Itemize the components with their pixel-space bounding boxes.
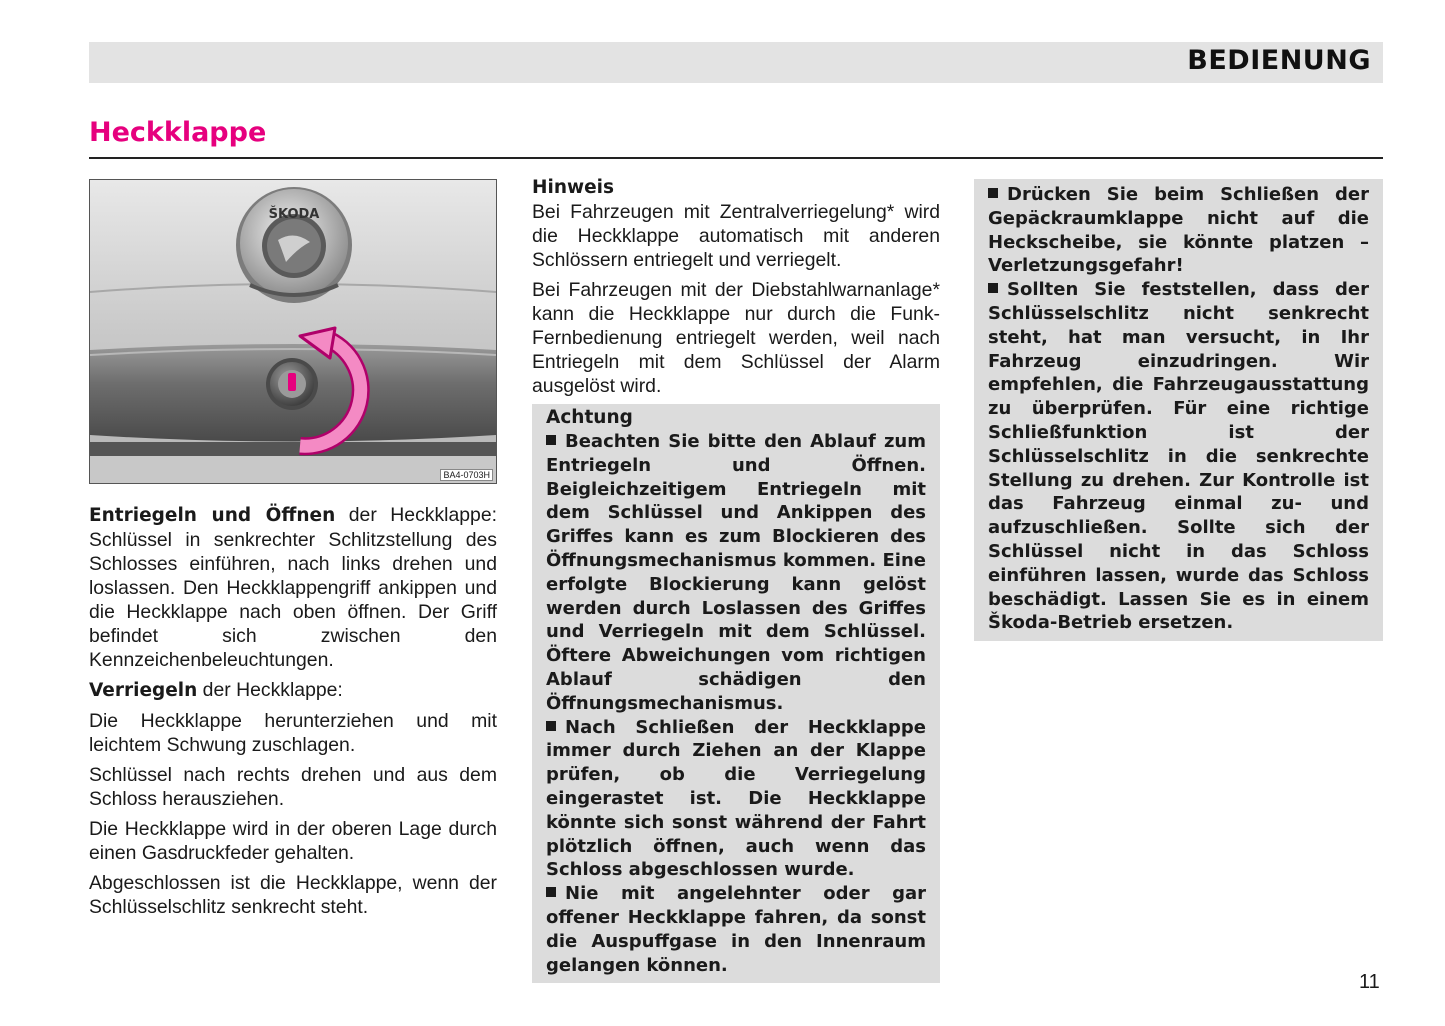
paragraph: Die Heckklappe herunterziehen und mit leichtem Schwung zuschlagen. <box>89 710 497 756</box>
hinweis-paragraph: Bei Fahrzeugen mit Zentralverriegelung* wird die Heckklappe automatisch mit anderen Schlössern entriegelt und verriegelt. <box>532 201 940 271</box>
title-divider <box>89 157 1383 159</box>
badge-logo-text: ŠKODA <box>268 207 320 222</box>
hinweis-paragraph: Bei Fahrzeugen mit der Diebstahlwarnanlage* kann die Heckklappe nur durch die Funk-Fernbedienung entriegelt werden, weil nach Entriegeln mit dem Schlüssel der Alarm ausgelöst wird. <box>532 279 940 397</box>
skoda-badge <box>236 187 352 303</box>
paragraph-entriegeln: Entriegeln und Öffnen der Heckklappe: Schlüssel in senkrechter Schlitzstellung des Schlosses einführen, nach links drehen und loslassen. Den Heckklappengriff ankippen und die Heckklappe nach oben öffnen. Der Griff befindet sich zwischen den Kennzeichenbeleuchtungen. <box>89 504 497 671</box>
page-number: 11 <box>1359 971 1380 993</box>
bullet-square-icon <box>546 887 556 897</box>
bullet-square-icon <box>988 283 998 293</box>
paragraph-verriegeln: Verriegeln der Heckklappe: <box>89 679 343 701</box>
column-3 <box>974 179 1383 641</box>
warning-item: Drücken Sie beim Schließen der Gepäckraumklappe nicht auf die Heckscheibe, sie könnte platzen – Verletzungsgefahr! <box>988 184 1369 277</box>
paragraph: Schlüssel nach rechts drehen und aus dem Schloss herausziehen. <box>89 764 497 810</box>
lock-cylinder <box>266 358 318 410</box>
paragraph: Die Heckklappe wird in der oberen Lage durch einen Gasdruckfeder gehalten. <box>89 818 497 864</box>
warning-item: Nie mit angelehnter oder gar offener Heckklappe fahren, da sonst die Auspuffgase in den Innenraum gelangen können. <box>546 883 926 976</box>
figure-code: BA4-0703H <box>440 469 493 481</box>
column-1 <box>89 503 497 925</box>
warning-box-continued <box>974 179 1383 641</box>
tailgate-lock-illustration <box>89 179 497 484</box>
warning-item: Beachten Sie bitte den Ablauf zum Entriegeln und Öffnen. Beigleichzeitigem Entriegeln mit dem Schlüssel und Ankippen des Griffes kann es zum Blockieren des Öffnungsmechanismus kommen. Eine erfolgte Blockierung kann gelöst werden durch Loslassen des Griffes und Verriegeln mit dem Schlüssel. Öftere Abweichungen vom richtigen Ablauf schädigen den Öffnungsmechanismus. <box>546 431 926 714</box>
section-title: BEDIENUNG <box>1187 45 1371 76</box>
paragraph: Abgeschlossen ist die Heckklappe, wenn der Schlüsselschlitz senkrecht steht. <box>89 872 497 918</box>
section-header-bar <box>89 42 1383 83</box>
bullet-square-icon <box>546 435 556 445</box>
warning-item: Nach Schließen der Heckklappe immer durch Ziehen an der Klappe prüfen, ob die Verriegelung eingerastet ist. Die Heckklappe könnte sich sonst während der Fahrt plötzlich öffnen, auch wenn das Schloss abgeschlossen wurde. <box>546 716 926 881</box>
warning-item: Sollten Sie feststellen, dass der Schlüsselschlitz nicht senkrecht steht, hat man versucht, in Ihr Fahrzeug einzudringen. Wir empfehlen, die Fahrzeugausstattung zu überprüfen. Für eine richtige Schließfunktion ist der Schlüsselschlitz in die senkrechte Stellung zu drehen. Zur Kontrolle ist das Fahrzeug einmal zu- und aufzuschließen. Sollte sich der Schlüssel nicht in das Schloss einführen lassen, wurde das Schloss beschädigt. Lassen Sie es in einem Škoda-Betrieb ersetzen. <box>988 279 1369 634</box>
achtung-heading: Achtung <box>546 407 633 428</box>
achtung-box <box>532 404 940 983</box>
bullet-square-icon <box>546 721 556 731</box>
column-2 <box>532 176 940 983</box>
bullet-square-icon <box>988 188 998 198</box>
hinweis-heading: Hinweis <box>532 177 614 198</box>
page-title: Heckklappe <box>89 117 267 148</box>
